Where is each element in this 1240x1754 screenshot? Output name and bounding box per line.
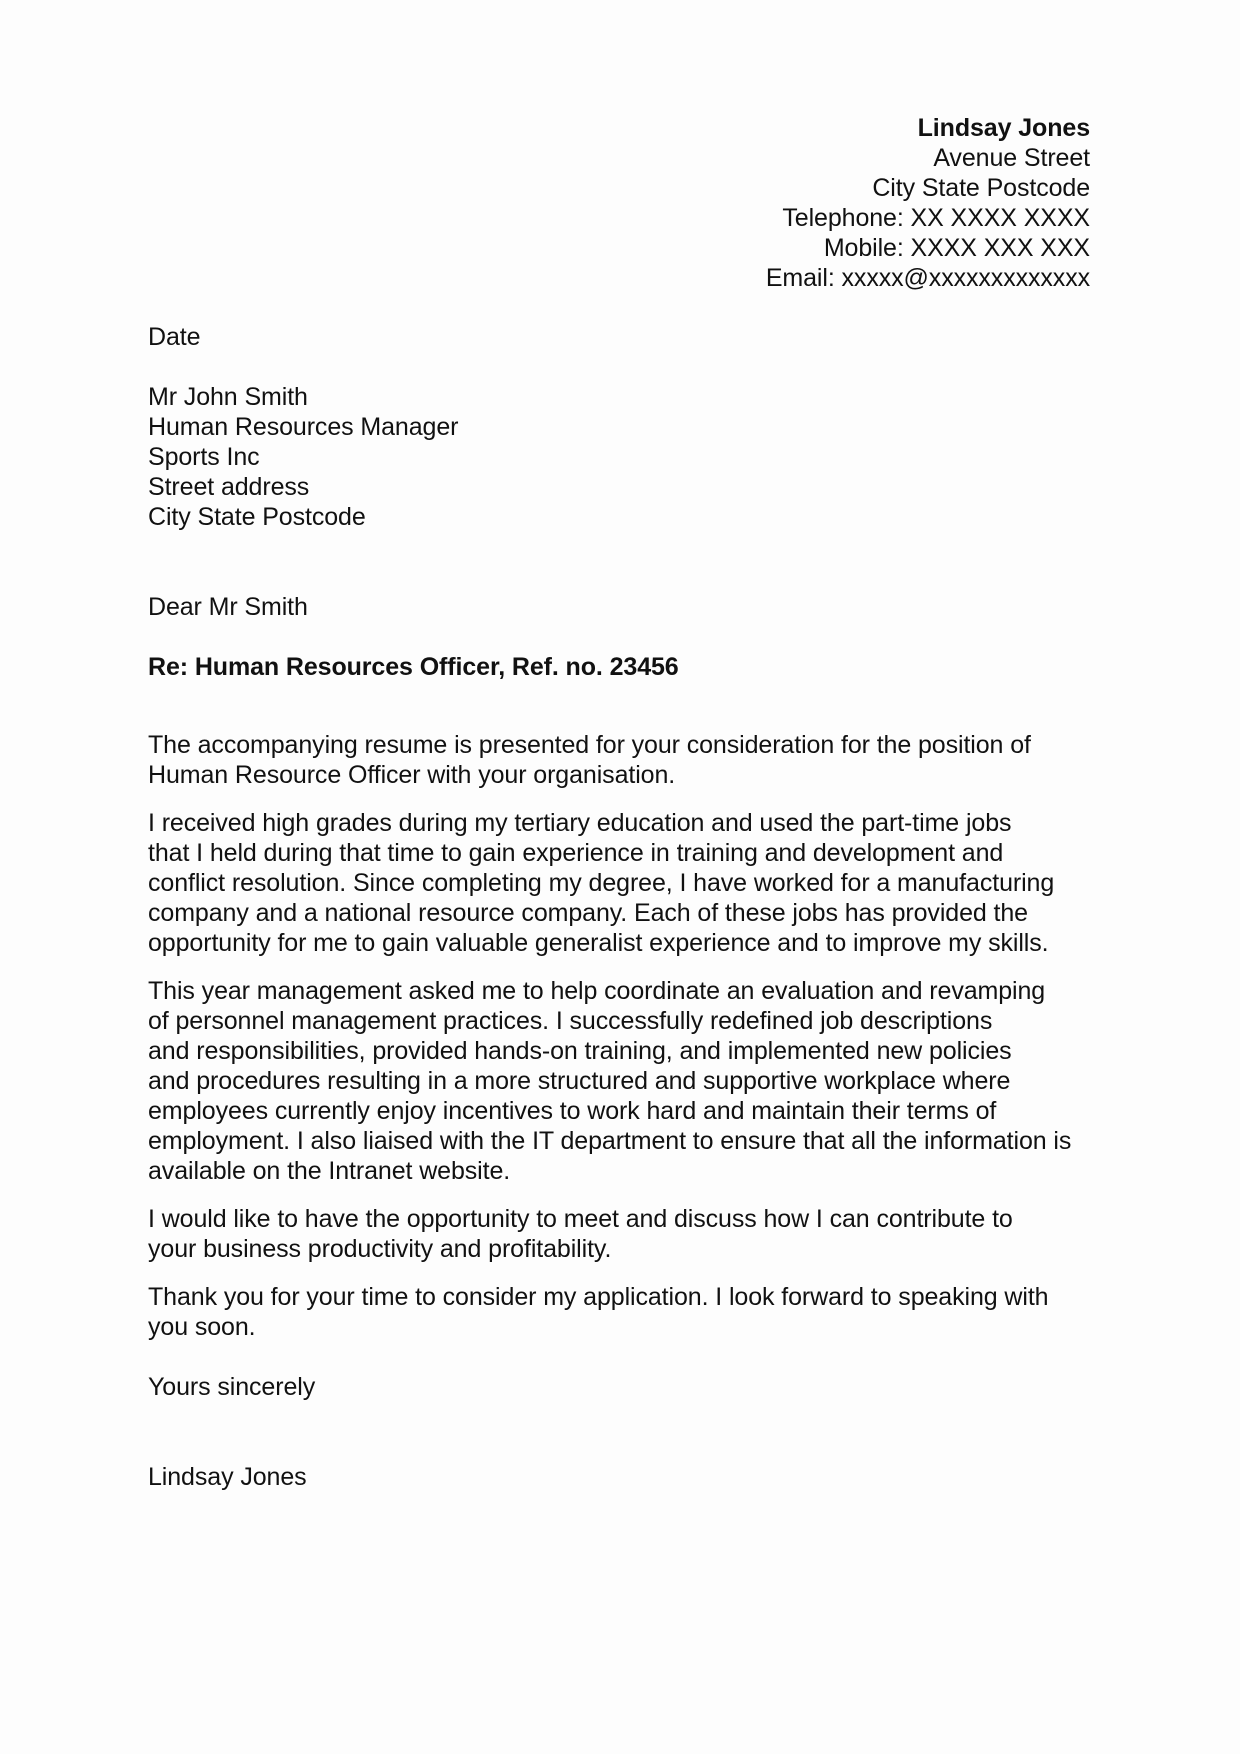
- recipient-street: Street address: [148, 473, 310, 501]
- sender-address-block: [766, 113, 1090, 293]
- recipient-company: Sports Inc: [148, 443, 260, 471]
- letter-date: Date: [148, 323, 201, 351]
- sender-telephone: Telephone: XX XXXX XXXX: [782, 204, 1090, 232]
- body-paragraph: I would like to have the opportunity to meet and discuss how I can contribute to your business productivity and profitability.: [148, 1205, 1013, 1263]
- body-paragraph: Thank you for your time to consider my application. I look forward to speaking with you soon.: [148, 1283, 1049, 1341]
- sender-street: Avenue Street: [933, 144, 1090, 172]
- letter-body: [148, 730, 1098, 1360]
- body-paragraph: This year management asked me to help coordinate an evaluation and revamping of personnel management practices. I successfully redefined job descriptions and responsibilities, provided hands-on training, and implemented new policies and procedures resulting in a more structured and supportive workplace where employees currently enjoy incentives to work hard and maintain their terms of employment. I also liaised with the IT department to ensure that all the information is available on the Intranet website.: [148, 977, 1072, 1185]
- sender-name: Lindsay Jones: [917, 114, 1090, 142]
- signature-name: Lindsay Jones: [148, 1463, 307, 1491]
- recipient-city: City State Postcode: [148, 503, 366, 531]
- sender-mobile: Mobile: XXXX XXX XXX: [823, 234, 1090, 262]
- salutation: Dear Mr Smith: [148, 593, 308, 621]
- recipient-title: Human Resources Manager: [148, 413, 459, 441]
- recipient-address-block: [148, 382, 1098, 532]
- closing: Yours sincerely: [148, 1373, 316, 1401]
- subject-line: Re: Human Resources Officer, Ref. no. 23456: [148, 653, 679, 681]
- sender-email: Email: xxxxx@xxxxxxxxxxxxx: [765, 264, 1090, 292]
- body-paragraph: The accompanying resume is presented for your consideration for the position of Human Resource Officer with your organisation.: [148, 731, 1031, 789]
- sender-city: City State Postcode: [872, 174, 1090, 202]
- recipient-name: Mr John Smith: [148, 383, 308, 411]
- body-paragraph: I received high grades during my tertiary education and used the part-time jobs that I held during that time to gain experience in training and development and conflict resolution. Since completing my degree, I have worked for a manufacturing company and a national resource company. Each of these jobs has provided the opportunity for me to gain valuable generalist experience and to improve my skills.: [148, 809, 1055, 957]
